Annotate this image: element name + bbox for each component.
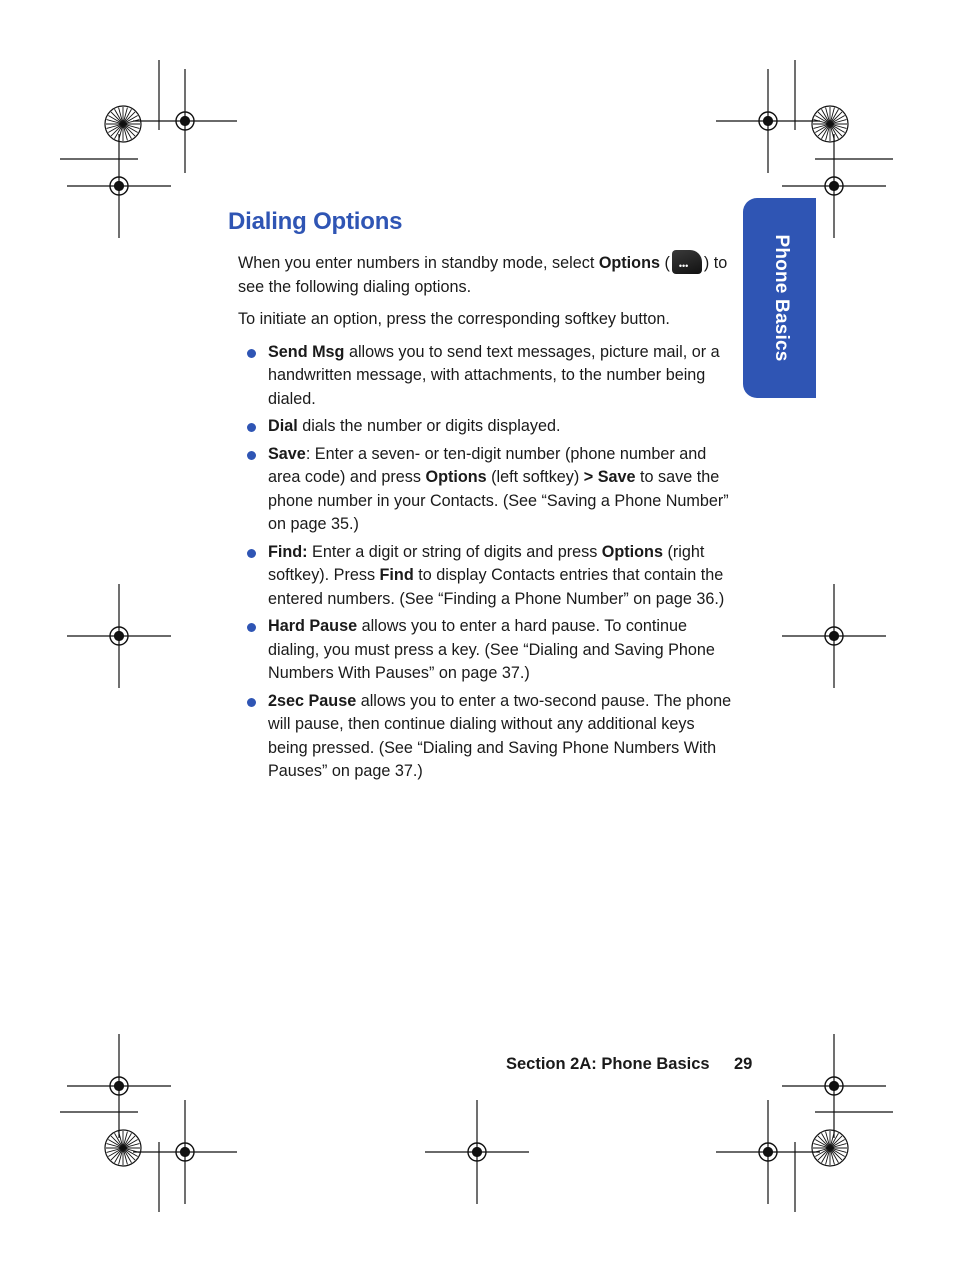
bullet-icon	[247, 698, 256, 707]
footer-section-title: Section 2A: Phone Basics	[506, 1055, 710, 1073]
list-item-find: Find: Enter a digit or string of digits and press Options (right softkey). Press Find to display Contacts entries that contain the entered numbers. (See “Finding a Phone Number” on page 36.)	[238, 541, 738, 612]
list-item-dial: Dial dials the number or digits displayed.	[238, 415, 738, 439]
body-content	[238, 250, 738, 788]
list-item-save: Save: Enter a seven- or ten-digit number (phone number and area code) and press Options (left softkey) > Save to save the phone number in your Contacts. (See “Saving a Phone Number” on page 35.)	[238, 443, 738, 537]
options-label: Options	[598, 254, 660, 272]
intro-paragraph-1: When you enter numbers in standby mode, select Options (••• ) to see the following dialing options.	[238, 250, 738, 299]
page-heading: Dialing Options	[228, 208, 403, 235]
intro-paragraph-2: To initiate an option, press the corresponding softkey button.	[238, 310, 670, 328]
bullet-icon	[247, 349, 256, 358]
bullet-icon	[247, 549, 256, 558]
chapter-side-tab-label: Phone Basics	[771, 234, 792, 362]
footer-page-number: 29	[734, 1055, 753, 1073]
list-item-send-msg: Send Msg allows you to send text messages, picture mail, or a handwritten message, with attachments, to the number being dialed.	[238, 341, 738, 412]
list-item-2sec-pause: 2sec Pause allows you to enter a two-second pause. The phone will pause, then continue dialing without any additional keys being pressed. (See “Dialing and Saving Phone Numbers With Pauses” on page 37.)	[238, 690, 738, 784]
bullet-icon	[247, 623, 256, 632]
dialing-options-list	[238, 341, 738, 784]
list-item-hard-pause: Hard Pause allows you to enter a hard pause. To continue dialing, you must press a key. (See “Dialing and Saving Phone Numbers With Pauses” on page 37.)	[238, 615, 738, 686]
options-softkey-icon	[672, 250, 702, 274]
bullet-icon	[247, 451, 256, 460]
bullet-icon	[247, 423, 256, 432]
